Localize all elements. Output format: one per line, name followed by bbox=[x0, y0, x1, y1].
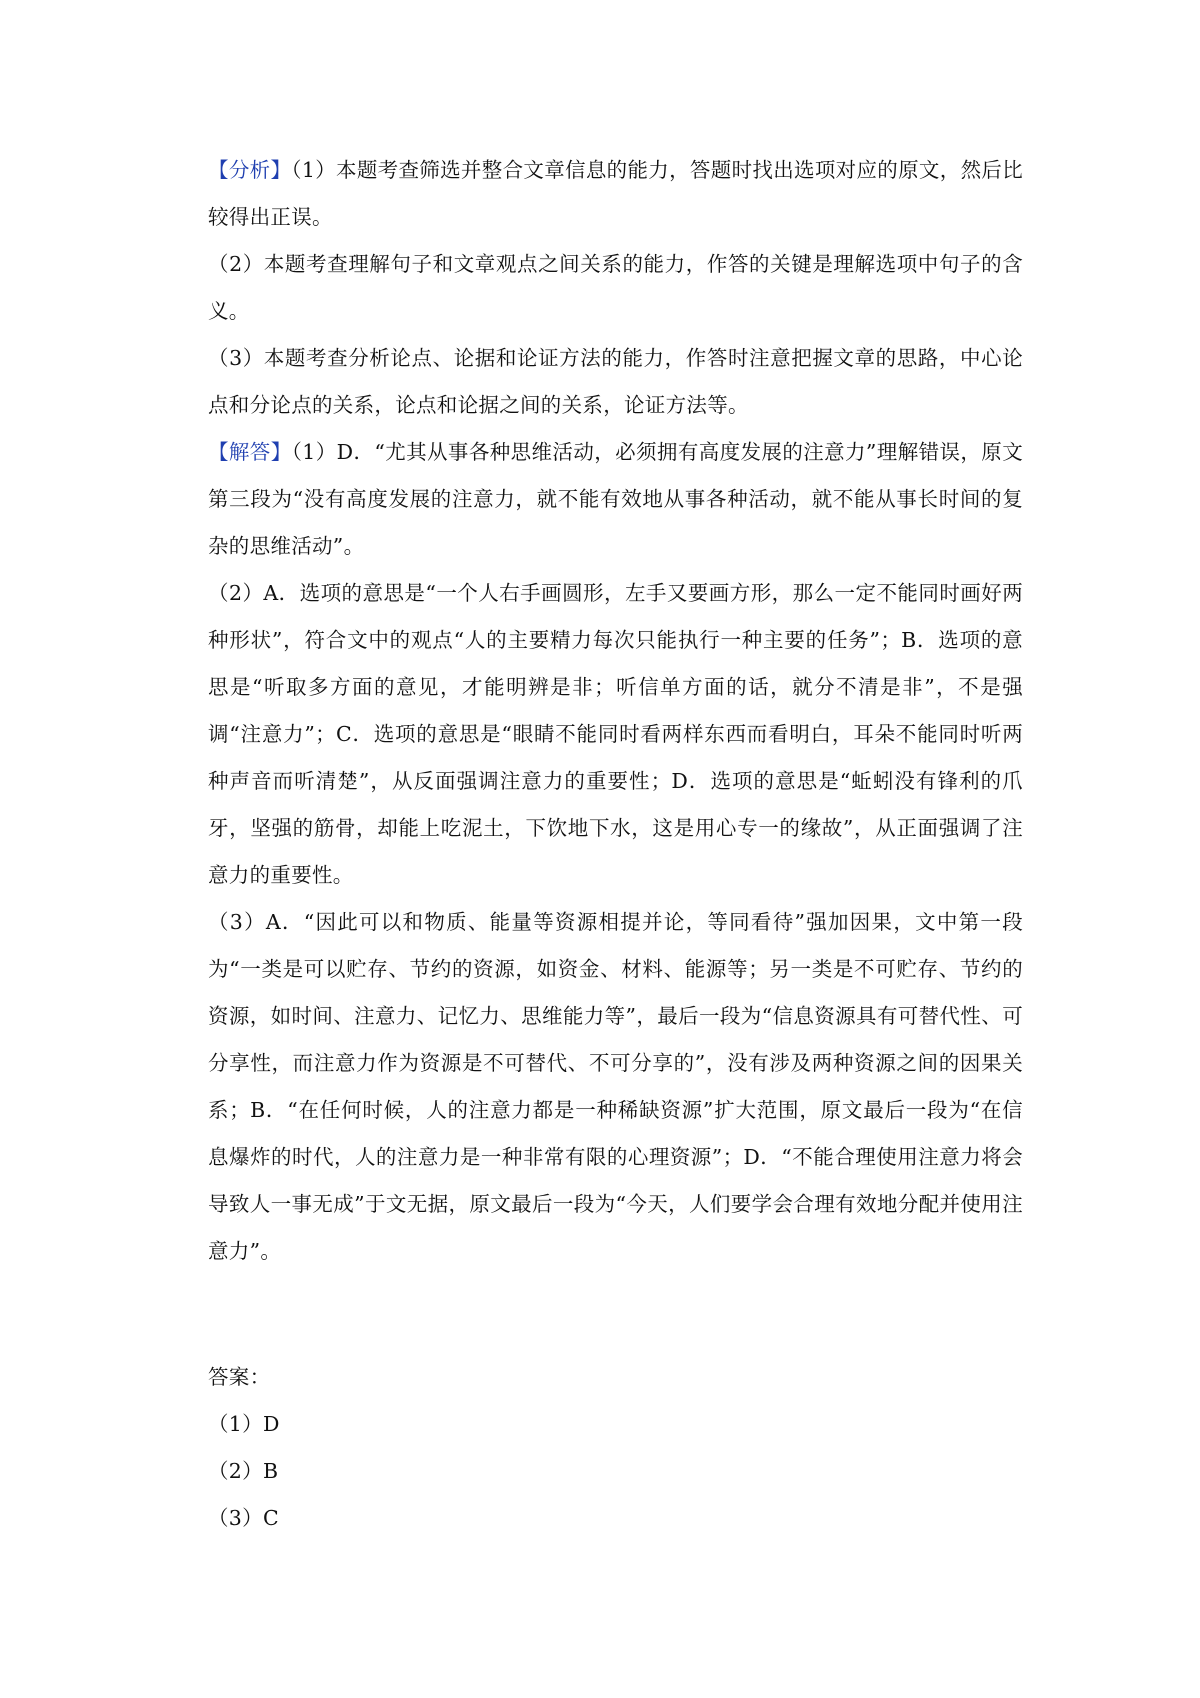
analysis-item-2: （2）本题考查理解句子和文章观点之间关系的能力，作答的关键是理解选项中句子的含义。 bbox=[208, 252, 1023, 323]
analysis-tag: 【分析】 bbox=[208, 158, 292, 182]
analysis-item-3: （3）本题考查分析论点、论据和论证方法的能力，作答时注意把握文章的思路，中心论点和分论点的关系，论点和论据之间的关系，论证方法等。 bbox=[208, 346, 1023, 417]
answer-item-1: （1）D bbox=[208, 1412, 280, 1436]
analysis-item-1 bbox=[208, 147, 1023, 241]
solution-item-2: （2）A．选项的意思是“一个人右手画圆形，左手又要画方形，那么一定不能同时画好两种形状”，符合文中的观点“人的主要精力每次只能执行一种主要的任务”；B．选项的意思是“听取多方面的意见，才能明辨是非；听信单方面的话，就分不清是非”，不是强调“注意力”；C．选项的意思是“眼睛不能同时看两样东西而看明白，耳朵不能同时听两种声音而听清楚”，从反面强调注意力的重要性；D．选项的意思是“蚯蚓没有锋利的爪牙，坚强的筋骨，却能上吃泥土，下饮地下水，这是用心专一的缘故”，从正面强调了注意力的重要性。 bbox=[208, 581, 1023, 887]
answer-item-2: （2）B bbox=[208, 1459, 279, 1483]
analysis-item-1-text: （1）本题考查筛选并整合文章信息的能力，答题时找出选项对应的原文，然后比较得出正误。 bbox=[208, 158, 1024, 229]
solution-tag: 【解答】 bbox=[208, 440, 292, 464]
answer-item-3: （3）C bbox=[208, 1506, 279, 1530]
answers-label: 答案： bbox=[208, 1365, 271, 1389]
analysis-solution-section bbox=[208, 147, 1023, 1275]
solution-item-1-text: （1）D．“尤其从事各种思维活动，必须拥有高度发展的注意力”理解错误，原文第三段为“没有高度发展的注意力，就不能有效地从事各种活动，就不能从事长时间的复杂的思维活动”。 bbox=[208, 440, 1023, 558]
solution-item-3: （3）A．“因此可以和物质、能量等资源相提并论，等同看待”强加因果，文中第一段为“一类是可以贮存、节约的资源，如资金、材料、能源等；另一类是不可贮存、节约的资源，如时间、注意力、记忆力、思维能力等”，最后一段为“信息资源具有可替代性、可分享性，而注意力作为资源是不可替代、不可分享的”，没有涉及两种资源之间的因果关系；B．“在任何时候，人的注意力都是一种稀缺资源”扩大范围，原文最后一段为“在信息爆炸的时代，人的注意力是一种非常有限的心理资源”；D．“不能合理使用注意力将会导致人一事无成”于文无据，原文最后一段为“今天，人们要学会合理有效地分配并使用注意力”。 bbox=[208, 910, 1023, 1263]
answers-section bbox=[208, 1354, 1023, 1542]
solution-item-1 bbox=[208, 429, 1023, 570]
